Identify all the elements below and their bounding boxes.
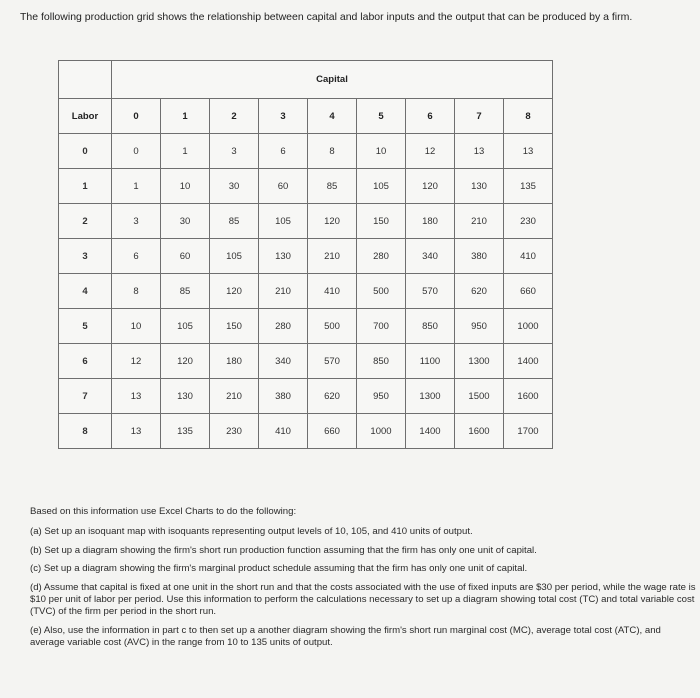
labor-level-cell: 2 xyxy=(59,204,112,239)
output-cell: 13 xyxy=(112,379,161,414)
output-cell: 230 xyxy=(504,204,553,239)
output-cell: 120 xyxy=(210,274,259,309)
output-cell: 210 xyxy=(455,204,504,239)
labor-level-cell: 5 xyxy=(59,309,112,344)
output-cell: 13 xyxy=(112,414,161,449)
output-cell: 500 xyxy=(308,309,357,344)
labor-title: Labor xyxy=(59,99,112,134)
table-row xyxy=(59,169,553,204)
labor-level-cell: 0 xyxy=(59,134,112,169)
questions xyxy=(30,506,698,656)
output-cell: 135 xyxy=(504,169,553,204)
question-c: (c) Set up a diagram showing the firm's marginal product schedule assuming that the firm has only one unit of capital. xyxy=(30,563,528,575)
output-cell: 105 xyxy=(259,204,308,239)
production-grid xyxy=(58,60,553,449)
output-cell: 6 xyxy=(112,239,161,274)
capital-level-header: 7 xyxy=(455,99,504,134)
output-cell: 380 xyxy=(455,239,504,274)
output-cell: 130 xyxy=(455,169,504,204)
table-row xyxy=(59,134,553,169)
output-cell: 1500 xyxy=(455,379,504,414)
output-cell: 340 xyxy=(259,344,308,379)
output-cell: 120 xyxy=(161,344,210,379)
table-row xyxy=(59,379,553,414)
output-cell: 130 xyxy=(161,379,210,414)
output-cell: 380 xyxy=(259,379,308,414)
output-cell: 570 xyxy=(406,274,455,309)
output-cell: 60 xyxy=(161,239,210,274)
questions-lead: Based on this information use Excel Charts to do the following: xyxy=(30,506,297,517)
output-cell: 280 xyxy=(357,239,406,274)
output-cell: 10 xyxy=(112,309,161,344)
output-cell: 1300 xyxy=(455,344,504,379)
table-row xyxy=(59,204,553,239)
table-row xyxy=(59,239,553,274)
corner-cell xyxy=(59,61,112,99)
table-row xyxy=(59,274,553,309)
labor-level-cell: 6 xyxy=(59,344,112,379)
output-cell: 1300 xyxy=(406,379,455,414)
labor-level-cell: 1 xyxy=(59,169,112,204)
output-cell: 12 xyxy=(112,344,161,379)
output-cell: 120 xyxy=(308,204,357,239)
output-cell: 410 xyxy=(308,274,357,309)
output-cell: 210 xyxy=(210,379,259,414)
output-cell: 1400 xyxy=(406,414,455,449)
output-cell: 130 xyxy=(259,239,308,274)
output-cell: 3 xyxy=(210,134,259,169)
labor-level-cell: 7 xyxy=(59,379,112,414)
question-e: (e) Also, use the information in part c to then set up a another diagram showing the firm's short run marginal cost (MC), average total cost (ATC), and average variable cost (AVC) in the range from 10 to 135 units of output. xyxy=(30,624,661,649)
output-cell: 60 xyxy=(259,169,308,204)
output-cell: 410 xyxy=(504,239,553,274)
output-cell: 180 xyxy=(210,344,259,379)
labor-level-cell: 8 xyxy=(59,414,112,449)
output-cell: 8 xyxy=(308,134,357,169)
output-cell: 1 xyxy=(112,169,161,204)
capital-level-header: 3 xyxy=(259,99,308,134)
capital-level-header: 4 xyxy=(308,99,357,134)
output-cell: 1700 xyxy=(504,414,553,449)
output-cell: 8 xyxy=(112,274,161,309)
output-cell: 13 xyxy=(455,134,504,169)
question-d: (d) Assume that capital is fixed at one unit in the short run and that the costs associated with the use of fixed inputs are $30 per period, while the wage rate is $10 per unit of labor per period. Use this information to perform the calculations necessary to set up a diagram showing total cost (TC) and total variable cost (TVC) of the firm per period in the short run. xyxy=(30,581,696,618)
output-cell: 85 xyxy=(308,169,357,204)
output-cell: 660 xyxy=(504,274,553,309)
output-cell: 1100 xyxy=(406,344,455,379)
header-row xyxy=(59,99,553,134)
labor-level-cell: 3 xyxy=(59,239,112,274)
table-row xyxy=(59,309,553,344)
output-cell: 700 xyxy=(357,309,406,344)
output-cell: 13 xyxy=(504,134,553,169)
capital-level-header: 5 xyxy=(357,99,406,134)
capital-title: Capital xyxy=(112,61,553,99)
table-row xyxy=(59,344,553,379)
output-cell: 1600 xyxy=(455,414,504,449)
output-cell: 150 xyxy=(210,309,259,344)
output-cell: 120 xyxy=(406,169,455,204)
output-cell: 210 xyxy=(308,239,357,274)
output-cell: 1000 xyxy=(504,309,553,344)
output-cell: 210 xyxy=(259,274,308,309)
output-cell: 10 xyxy=(357,134,406,169)
output-cell: 105 xyxy=(357,169,406,204)
output-cell: 850 xyxy=(357,344,406,379)
capital-level-header: 0 xyxy=(112,99,161,134)
output-cell: 30 xyxy=(210,169,259,204)
output-cell: 105 xyxy=(161,309,210,344)
output-cell: 500 xyxy=(357,274,406,309)
output-cell: 570 xyxy=(308,344,357,379)
question-a: (a) Set up an isoquant map with isoquants representing output levels of 10, 105, and 410 units of output. xyxy=(30,526,473,538)
output-cell: 950 xyxy=(357,379,406,414)
output-cell: 1400 xyxy=(504,344,553,379)
output-cell: 1000 xyxy=(357,414,406,449)
output-cell: 105 xyxy=(210,239,259,274)
question-b: (b) Set up a diagram showing the firm's short run production function assuming that the firm has only one unit of capital. xyxy=(30,544,537,556)
output-cell: 280 xyxy=(259,309,308,344)
output-cell: 1 xyxy=(161,134,210,169)
capital-level-header: 8 xyxy=(504,99,553,134)
output-cell: 660 xyxy=(308,414,357,449)
output-cell: 85 xyxy=(161,274,210,309)
output-cell: 30 xyxy=(161,204,210,239)
capital-level-header: 2 xyxy=(210,99,259,134)
labor-level-cell: 4 xyxy=(59,274,112,309)
production-table xyxy=(58,60,553,449)
output-cell: 950 xyxy=(455,309,504,344)
output-cell: 0 xyxy=(112,134,161,169)
output-cell: 12 xyxy=(406,134,455,169)
output-cell: 620 xyxy=(308,379,357,414)
output-cell: 85 xyxy=(210,204,259,239)
output-cell: 3 xyxy=(112,204,161,239)
output-cell: 850 xyxy=(406,309,455,344)
capital-title-row xyxy=(59,61,553,99)
output-cell: 10 xyxy=(161,169,210,204)
output-cell: 135 xyxy=(161,414,210,449)
output-cell: 230 xyxy=(210,414,259,449)
capital-level-header: 6 xyxy=(406,99,455,134)
output-cell: 410 xyxy=(259,414,308,449)
table-row xyxy=(59,414,553,449)
output-cell: 340 xyxy=(406,239,455,274)
output-cell: 180 xyxy=(406,204,455,239)
intro-text: The following production grid shows the relationship between capital and labor inputs and the output that can be produced by a firm. xyxy=(20,11,633,23)
capital-level-header: 1 xyxy=(161,99,210,134)
output-cell: 1600 xyxy=(504,379,553,414)
output-cell: 150 xyxy=(357,204,406,239)
output-cell: 620 xyxy=(455,274,504,309)
output-cell: 6 xyxy=(259,134,308,169)
